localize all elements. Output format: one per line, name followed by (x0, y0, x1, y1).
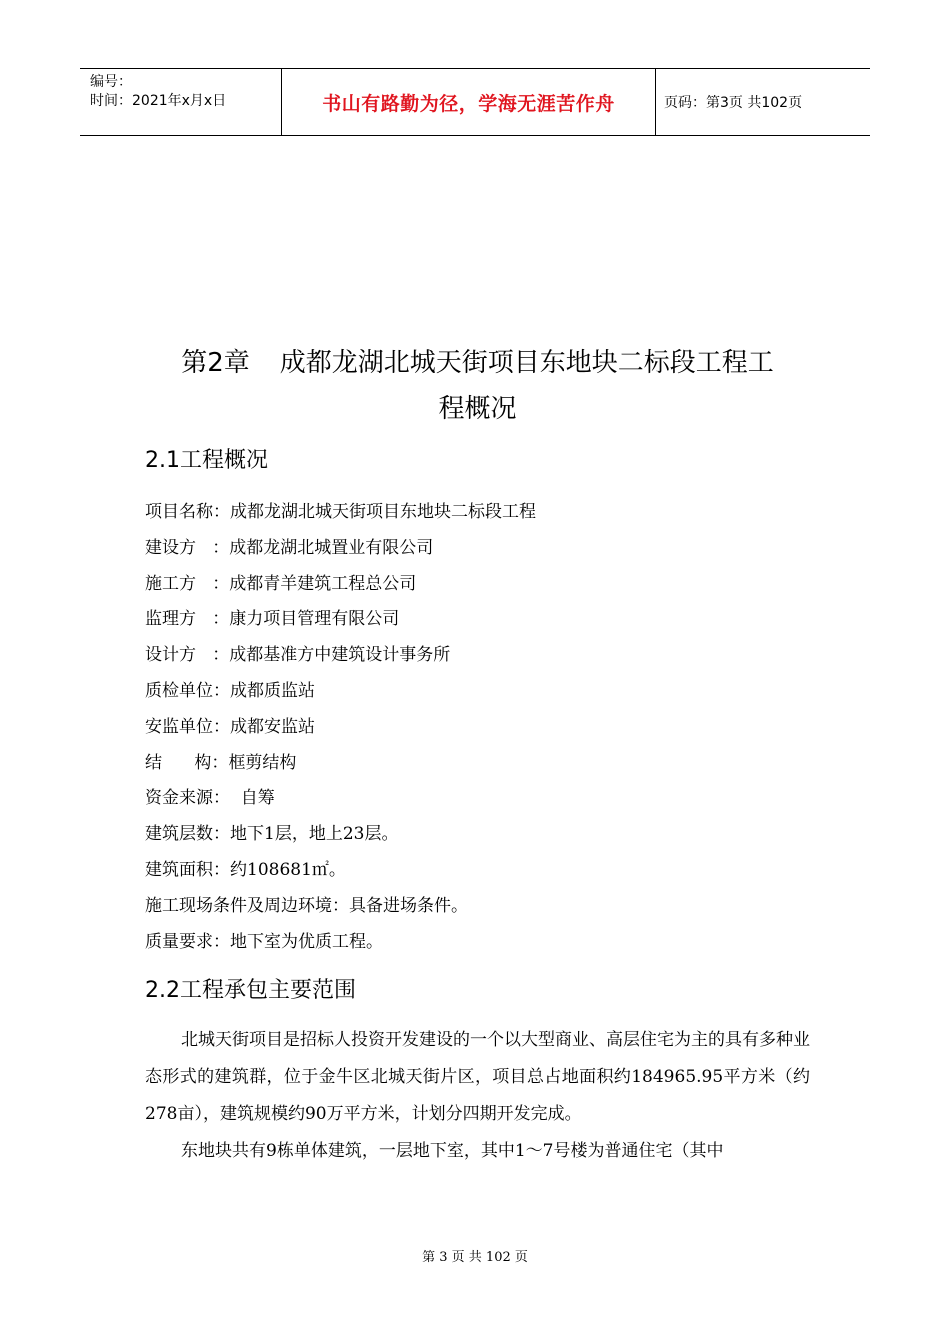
info-key: 设计方 ： (145, 645, 230, 666)
info-value: 成都质监站 (230, 680, 315, 701)
info-item (145, 818, 810, 854)
info-value: 地下1层，地上23层。 (230, 824, 399, 845)
info-key: 施工方 ： (145, 573, 230, 594)
paragraph: 东地块共有9栋单体建筑，一层地下室，其中1～7号楼为普通住宅（其中 (181, 1141, 724, 1161)
page-footer: 第 3 页 共 102 页 (422, 1250, 528, 1265)
info-key: 建筑面积： (145, 859, 230, 880)
info-value: 成都龙湖北城天街项目东地块二标段工程 (230, 502, 536, 522)
info-key: 质量要求： (145, 931, 230, 952)
info-value: 成都龙湖北城置业有限公司 (229, 537, 434, 558)
info-item (145, 711, 810, 747)
info-item (145, 926, 810, 962)
info-key: 建设方 ： (145, 537, 230, 558)
info-key: 资金来源： (145, 788, 230, 809)
info-value: 成都青羊建筑工程总公司 (229, 573, 417, 594)
info-item (145, 747, 810, 783)
info-item (145, 603, 810, 639)
info-item (145, 532, 810, 568)
info-value: 成都安监站 (230, 716, 315, 737)
page-header (80, 68, 870, 136)
chapter-title-line2: 程概况 (438, 394, 517, 424)
chapter-title (145, 340, 810, 432)
info-item (145, 675, 810, 711)
info-item (145, 496, 810, 532)
paragraph: 北城天街项目是招标人投资开发建设的一个以大型商业、高层住宅为主的具有多种业态形式的建筑群，位于金牛区北城天街片区，项目总占地面积约184965.95平方米（约278亩），建筑规模约90万平方米，计划分四期开发完成。 (145, 1030, 810, 1124)
chapter-title-line1: 成都龙湖北城天街项目东地块二标段工程工 (279, 348, 774, 378)
info-value: 框剪结构 (228, 752, 297, 773)
info-key: 施工现场条件及周边环境： (145, 895, 349, 916)
info-item (145, 568, 810, 604)
info-key: 安监单位： (145, 716, 230, 737)
project-info-list (145, 496, 810, 961)
header-page-code: 页码：第3页 共102页 (664, 95, 803, 111)
chapter-number: 第2章 (181, 348, 250, 378)
info-item (145, 639, 810, 675)
info-value: 成都基准方中建筑设计事务所 (229, 645, 451, 666)
info-key: 结 构： (145, 752, 229, 773)
info-item (145, 854, 810, 890)
info-value: 自筹 (230, 788, 275, 809)
info-key: 建筑层数： (145, 824, 230, 845)
section-heading-2-2: 2.2工程承包主要范围 (145, 978, 356, 1003)
info-key: 监理方 ： (145, 609, 230, 630)
number-label: 编号： (90, 74, 132, 90)
info-value: 具备进场条件。 (349, 895, 468, 916)
section-body (145, 1022, 810, 1170)
info-value: 康力项目管理有限公司 (229, 609, 400, 630)
section-heading-2-1: 2.1工程概况 (145, 448, 268, 473)
info-value: 约108681㎡。 (230, 859, 346, 880)
time-label: 时间：2021年x月x日 (90, 93, 227, 109)
info-value: 地下室为优质工程。 (230, 931, 383, 952)
info-key: 项目名称： (145, 502, 230, 522)
info-item (145, 782, 810, 818)
info-item (145, 890, 810, 926)
header-motto: 书山有路勤为径，学海无涯苦作舟 (282, 69, 656, 135)
header-meta-cell (80, 69, 282, 135)
info-key: 质检单位： (145, 680, 230, 701)
